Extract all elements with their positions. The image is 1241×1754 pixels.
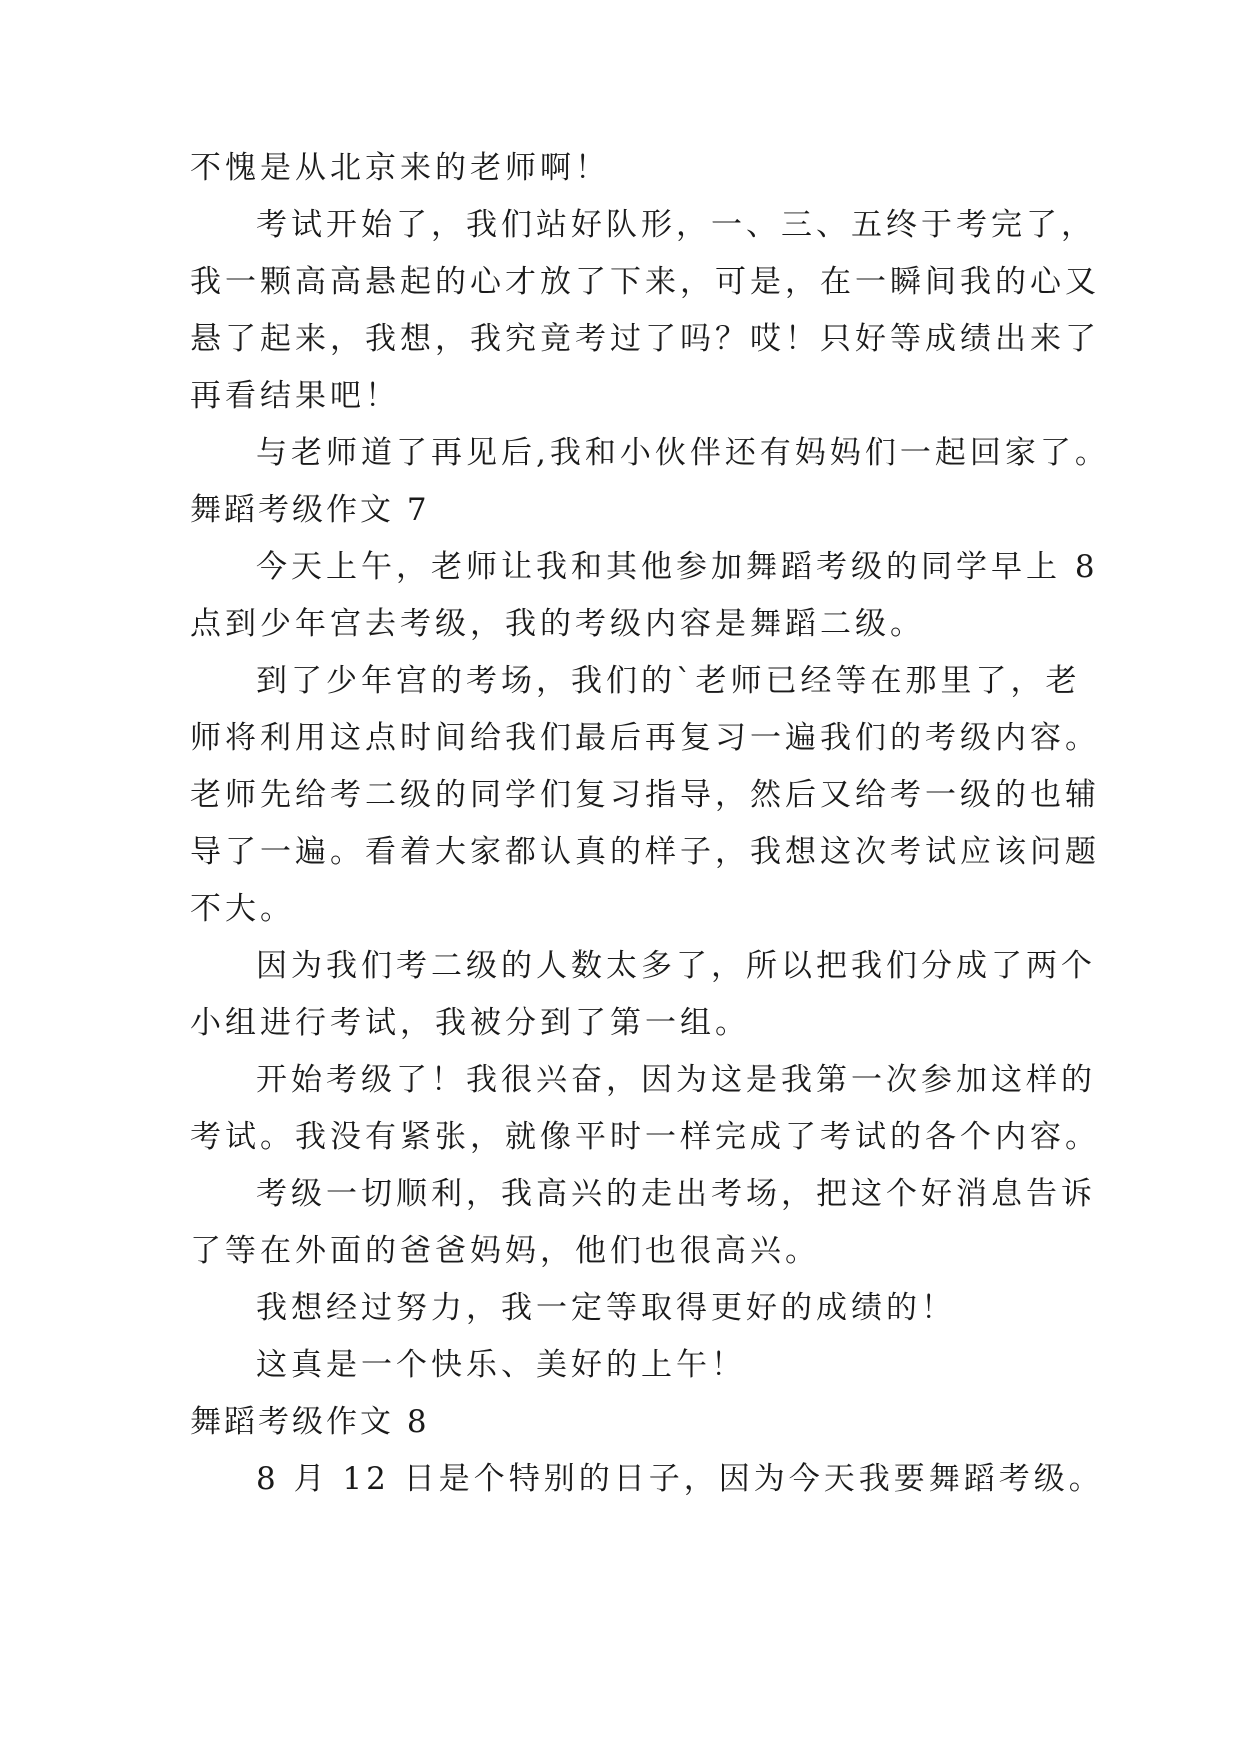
text-line: 师将利用这点时间给我们最后再复习一遍我们的考级内容。 (190, 720, 1100, 756)
paragraph-line: 开始考级了！我很兴奋，因为这是我第一次参加这样的 (256, 1062, 1096, 1098)
text-line: 小组进行考试，我被分到了第一组。 (190, 1005, 750, 1041)
text-line: 点到少年宫去考级，我的考级内容是舞蹈二级。 (190, 606, 925, 642)
text-line: 了等在外面的爸爸妈妈，他们也很高兴。 (190, 1233, 820, 1269)
text-line: 不大。 (190, 891, 295, 927)
text-line: 再看结果吧！ (190, 378, 400, 414)
section-heading: 舞蹈考级作文 8 (190, 1404, 430, 1440)
text-line: 老师先给考二级的同学们复习指导，然后又给考一级的也辅 (190, 777, 1100, 813)
paragraph-line: 今天上午，老师让我和其他参加舞蹈考级的同学早上 8 (256, 549, 1099, 585)
paragraph-line: 与老师道了再见后,我和小伙伴还有妈妈们一起回家了。 (256, 435, 1110, 471)
paragraph-line: 我想经过努力，我一定等取得更好的成绩的！ (256, 1290, 956, 1326)
text-line: 不愧是从北京来的老师啊！ (190, 150, 610, 186)
paragraph-line: 考试开始了，我们站好队形，一、三、五终于考完了， (256, 207, 1096, 243)
paragraph-line: 这真是一个快乐、美好的上午！ (256, 1347, 746, 1383)
paragraph-line: 考级一切顺利，我高兴的走出考场，把这个好消息告诉 (256, 1176, 1096, 1212)
text-line: 悬了起来，我想，我究竟考过了吗？哎！只好等成绩出来了 (190, 321, 1100, 357)
paragraph-line: 因为我们考二级的人数太多了，所以把我们分成了两个 (256, 948, 1096, 984)
section-heading: 舞蹈考级作文 7 (190, 492, 430, 528)
paragraph-line: 8 月 12 日是个特别的日子，因为今天我要舞蹈考级。 (256, 1461, 1104, 1497)
paragraph-line: 到了少年宫的考场，我们的`老师已经等在那里了，老 (256, 663, 1081, 699)
text-line: 我一颗高高悬起的心才放了下来，可是，在一瞬间我的心又 (190, 264, 1100, 300)
text-line: 考试。我没有紧张，就像平时一样完成了考试的各个内容。 (190, 1119, 1100, 1155)
text-line: 导了一遍。看着大家都认真的样子，我想这次考试应该问题 (190, 834, 1100, 870)
